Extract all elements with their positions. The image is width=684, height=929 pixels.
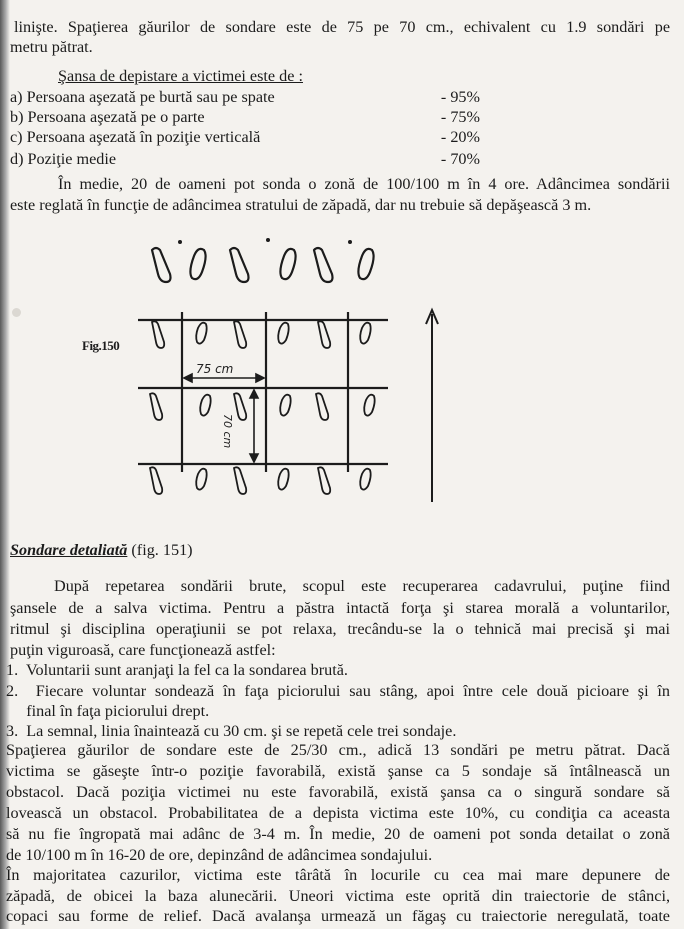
step-item: 3. La semnal, linia înaintează cu 30 cm. şi se repetă cele trei sondaje. <box>6 722 457 740</box>
paragraph-line: În majoritatea cazurilor, victima este târâtă în locurile cu cea mai mare depunere de <box>6 866 670 884</box>
detection-label: d) Poziţie medie <box>10 150 117 168</box>
detection-label: a) Persoana aşezată pe burtă sau pe spate <box>10 88 275 106</box>
probe-dot-icon <box>178 238 352 244</box>
section-title: Sondare detaliată <box>10 541 128 559</box>
chance-heading: Şansa de depistare a victimei este de : <box>58 67 303 85</box>
paragraph-line: de 10/100 m în 16-20 de ore, depinzând de adâncimea sondajului. <box>6 846 433 864</box>
footprint-icon <box>150 321 375 494</box>
vertical-dimension-arrow <box>250 390 258 462</box>
paragraph-line: este reglată în funcţie de adâncimea stratului de zăpadă, dar nu trebuie să depăşească 3 m. <box>10 196 592 214</box>
paragraph-line: obstacol. Dacă poziţia victimei nu este favorabilă, există şansa ca o singură sondare să <box>6 783 670 801</box>
step-item: final în faţa piciorului drept. <box>6 702 210 720</box>
grid-lines <box>138 312 388 472</box>
direction-arrow-icon <box>426 310 438 502</box>
paragraph-line: ritmul şi disciplina operaţiunii se pot relaxa, trecându-se la o tehnică mai precisă şi mai <box>10 620 670 638</box>
paragraph-line: puţin viguroasă, care funcţionează astfel: <box>10 641 276 659</box>
detection-value: - 75% <box>440 108 480 126</box>
probing-grid-figure <box>0 236 684 526</box>
horizontal-spacing-label: 75 cm <box>196 362 234 376</box>
step-item: 1. Voluntarii sunt aranjaţi la fel ca la sondarea brută. <box>6 661 348 679</box>
vertical-spacing-label: 70 cm <box>221 414 234 449</box>
paragraph-line: victima se găseşte într-o poziţie favorabilă, există şanse ca 5 sondaje să întâlnească un <box>6 762 670 780</box>
section-heading <box>10 541 193 560</box>
section-figure-ref: (fig. 151) <box>131 541 193 559</box>
detection-value: - 20% <box>440 128 480 146</box>
detection-value: - 70% <box>440 150 480 168</box>
paragraph-line: lovească un obstacol. Probabilitatea de a depista victima este 10%, cu condiţia ca aceasta <box>6 804 670 822</box>
paragraph-line: şansele de a salva victima. Pentru a păstra intactă forţa şi starea morală a voluntarilor, <box>10 599 670 617</box>
paragraph-line: metru pătrat. <box>10 38 93 56</box>
paragraph-line: După repetarea sondării brute, scopul este recuperarea cadavrului, puţine fiind <box>54 577 670 595</box>
paragraph-line: copaci sau forme de relief. Dacă avalanşa urmează un făgaş cu traiectorie neregulată, toate <box>6 907 670 925</box>
detection-label: b) Persoana aşezată pe o parte <box>10 108 205 126</box>
paragraph-line: zăpadă, de obicei la baza alunecării. Uneori victima este oprită din traiectorie de stânci, <box>6 887 670 905</box>
paragraph-line: linişte. Spaţierea găurilor de sondare este de 75 pe 70 cm., echivalent cu 1.9 sondări pe <box>14 18 670 36</box>
step-item: 2. Fiecare voluntar sondează în faţa piciorului sau stâng, apoi între cele două picioare şi în <box>6 682 670 700</box>
detection-value: - 95% <box>440 88 480 106</box>
figure-label: Fig.150 <box>82 338 120 353</box>
detection-label: c) Persoana aşezată în poziţie verticală <box>10 128 261 146</box>
footprint-icon <box>152 248 374 282</box>
paragraph-line: să nu fie îngropată mai adânc de 3-4 m. În medie, 20 de oameni pot sonda detailat o zonă <box>6 825 670 843</box>
paragraph-line: În medie, 20 de oameni pot sonda o zonă de 100/100 m în 4 ore. Adâncimea sondării <box>58 175 670 193</box>
paragraph-line: Spaţierea găurilor de sondare este de 25/30 cm., adică 13 sondări pe metru pătrat. Dacă <box>6 741 670 759</box>
